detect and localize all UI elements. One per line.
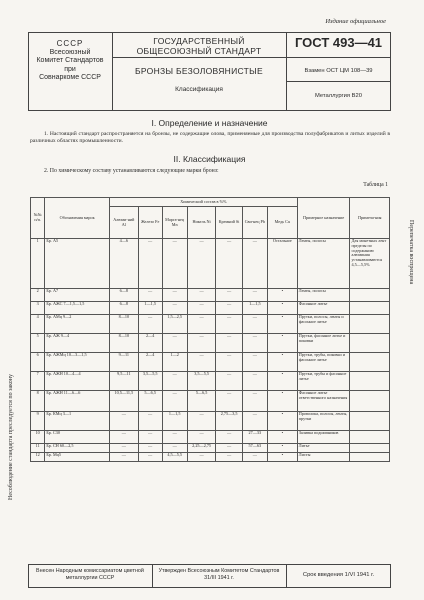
cell-pb: — [242,372,267,391]
table-row [31,372,390,391]
cell-fe: — [138,289,162,302]
cell-si: — [216,372,242,391]
cell-n: 4 [31,315,45,334]
footer-left: Внесен Народным комиссариатом цветной металлургии СССР [36,568,144,581]
cell-grade: Бр. АЖ 9—4 [45,334,110,353]
cell-n: 5 [31,334,45,353]
cell-pb: — [242,315,267,334]
table-row [31,239,390,289]
cell-pb: — [242,391,267,412]
cell-note [350,353,390,372]
table-row [31,412,390,431]
cell-ni: — [187,334,216,353]
cell-use: Прутки, полосы, ленты и фасонное литье [297,315,350,334]
cell-si: — [216,289,242,302]
cell-grade: Бр. СН 60—2,5 [45,444,110,453]
cell-pb: 27—33 [242,431,267,444]
cell-ni: — [187,431,216,444]
cell-n: 6 [31,353,45,372]
issuer-line: СССР [56,39,84,48]
cell-si: — [216,353,242,372]
section-1-heading: I. Определение и назначение [151,118,268,128]
cell-si: — [216,444,242,453]
cell-ni: — [187,353,216,372]
table-row [31,391,390,412]
table-row [31,444,390,453]
col-header-mn-label: Марга-нец Mn [165,216,185,227]
col-group-chem [109,198,297,207]
cell-al: 9,5—11 [109,372,138,391]
col-header-si-label: Кремний Si [218,219,240,225]
cell-fe: — [138,431,162,444]
footer-right: Срок введения 1/VI 1941 г. [302,572,375,578]
cell-pb: — [242,239,267,289]
cell-cu: • [267,444,297,453]
cell-ni: — [187,289,216,302]
cell-n: 7 [31,372,45,391]
cell-ni: — [187,412,216,431]
cell-grade: Бр. КМц 3—1 [45,412,110,431]
cell-al: — [109,444,138,453]
col-header-pb-label: Сви-нец Pb [244,219,265,225]
side-text-right: Перепечатка воспрещена [408,220,414,285]
cell-use: Прутки, фасонное литье и поковки [297,334,350,353]
cell-si: — [216,334,242,353]
table-row [31,431,390,444]
cell-n: 3 [31,302,45,315]
footer-middle: Утвержден Всесоюзным Комитетом Стандартов 31/III 1941 г. [158,568,280,581]
col-header-al-label: Алюми-ний Al [113,216,135,227]
cell-ni: — [187,302,216,315]
cell-grade: Бр. АЖМц 10—3—1,5 [45,353,110,372]
cell-n: 9 [31,412,45,431]
cell-note [350,372,390,391]
cell-use: Ленты, полосы [297,239,350,289]
cell-grade: Бр. АЖН 10—4—4 [45,372,110,391]
cell-use: Фасонное литье [297,302,350,315]
table-row [31,334,390,353]
footer-divider-2 [286,564,287,588]
cell-pb: — [242,353,267,372]
cell-si: — [216,431,242,444]
cell-use: Литье [297,444,350,453]
col-group-chem-label: Химический состав в %% [180,198,227,204]
table-row [31,315,390,334]
cell-n: 8 [31,391,45,412]
cell-n: 2 [31,289,45,302]
cell-al: 6—8 [109,289,138,302]
cell-mn: 4,5—5,5 [162,453,187,462]
table-row [31,353,390,372]
replaces-note: Взамен ОСТ ЦМ 108—39 [304,68,373,74]
cell-cu: • [267,453,297,462]
cell-note [350,289,390,302]
table-row [31,302,390,315]
composition-table [30,197,390,462]
header-divider-3 [112,57,391,58]
cell-n: 10 [31,431,45,444]
col-header-cu [267,207,297,239]
col-header-fe [138,207,162,239]
table-caption: Таблица 1 [363,182,388,188]
cell-mn: 1—2 [162,353,187,372]
section-2-text: 2. По химическому составу устанавливаются следующие марки бронз: [44,168,219,174]
cell-ni: 3,5—5,5 [187,372,216,391]
col-header-cu-label: Медь Cu [274,219,291,225]
cell-note [350,302,390,315]
cell-note [350,431,390,444]
cell-al: 6—8 [109,302,138,315]
cell-fe: — [138,239,162,289]
cell-pb: 1—1,5 [242,302,267,315]
cell-mn: — [162,289,187,302]
cell-fe: 2—4 [138,353,162,372]
col-header-al [109,207,138,239]
cell-ni: — [187,315,216,334]
col-header-grade-label: Обозначения марок [59,214,95,220]
col-header-ni [187,207,216,239]
cell-mn: — [162,444,187,453]
group-code: Металлургия В20 [315,93,362,99]
cell-ni: — [187,239,216,289]
cell-fe: — [138,453,162,462]
issuer [28,40,112,83]
cell-mn: 1—1,5 [162,412,187,431]
cell-cu: • [267,412,297,431]
cell-ni: 5—6,5 [187,391,216,412]
col-header-fe-label: Железо Fe [140,219,160,225]
cell-fe: 2—4 [138,334,162,353]
cell-mn: — [162,239,187,289]
gost-number: ГОСТ 493—41 [294,35,383,50]
cell-grade: Бр. АМц 9—2 [45,315,110,334]
issuer-line: Совнаркоме СССР [39,74,101,81]
cell-cu: • [267,289,297,302]
cell-pb: 57—63 [242,444,267,453]
edition-note: Издание официальное [325,18,386,25]
col-header-mn [162,207,187,239]
cell-note [350,412,390,431]
cell-fe: — [138,444,162,453]
cell-grade: Бр. С30 [45,431,110,444]
col-header-num-label: №№ п/п. [33,212,42,222]
cell-use: Листы [297,453,350,462]
cell-al: 8—10 [109,315,138,334]
col-header-si [216,207,242,239]
footer-divider-1 [152,564,153,588]
cell-note [350,334,390,353]
standard-type-line: ОБЩЕСОЮЗНЫЙ СТАНДАРТ [136,46,262,56]
cell-fe: — [138,315,162,334]
col-header-use [297,198,350,239]
col-header-note [350,198,390,239]
cell-grade: Бр. АЖН 11—6—6 [45,391,110,412]
cell-note [350,315,390,334]
cell-al: 4—6 [109,239,138,289]
cell-pb: — [242,289,267,302]
cell-cu: • [267,431,297,444]
cell-al: 9—11 [109,353,138,372]
cell-note [350,444,390,453]
cell-use: Фасонное литье ответственного назначения [297,391,350,412]
cell-mn: — [162,334,187,353]
cell-pb: — [242,453,267,462]
cell-mn: — [162,431,187,444]
cell-pb: — [242,334,267,353]
cell-fe: 3,5—5,5 [138,372,162,391]
cell-fe: 1—1,5 [138,302,162,315]
cell-ni: 2,25—2,75 [187,444,216,453]
cell-cu: • [267,372,297,391]
cell-cu: • [267,391,297,412]
cell-n: 11 [31,444,45,453]
col-header-pb [242,207,267,239]
cell-grade: Бр. АЖС 7—1,5—1,5 [45,302,110,315]
cell-al: — [109,431,138,444]
cell-al: 8—10 [109,334,138,353]
section-1-text: 1. Настоящий стандарт распространяется на бронзы, не содержащие олова, применяемые для производства полуфабрикатов и литых изделий в различных областях промышленности. [30,131,390,145]
cell-mn: — [162,372,187,391]
section-2-heading: II. Классификация [173,154,246,164]
cell-si: — [216,453,242,462]
col-header-note-label: Примеча-ния [357,214,382,220]
standard-type-line: ГОСУДАРСТВЕННЫЙ [153,36,245,46]
cell-si: — [216,315,242,334]
header-divider-4 [286,81,391,82]
cell-n: 12 [31,453,45,462]
cell-al: 10,5—11,5 [109,391,138,412]
cell-si: — [216,239,242,289]
table-row [31,453,390,462]
cell-ni: — [187,453,216,462]
cell-cu: • [267,334,297,353]
issuer-line: Всесоюзный [49,48,91,56]
cell-cu: • [267,315,297,334]
cell-mn: — [162,302,187,315]
cell-grade: Бр. А7 [45,289,110,302]
cell-cu: • [267,302,297,315]
cell-fe: 5—6,5 [138,391,162,412]
issuer-line: Комитет Стандартов [36,57,104,64]
issuer-line: при [64,65,76,73]
col-header-ni-label: Никель Ni [192,219,211,225]
cell-use: Проволока, полосы, ленты, прутки [297,412,350,431]
cell-use: Прутки, трубы, поковки и фасонное литье [297,353,350,372]
doc-title: БРОНЗЫ БЕЗОЛОВЯНИСТЫЕ [135,66,263,76]
cell-use: Прутки, трубы и фасонное литье [297,372,350,391]
cell-fe: — [138,412,162,431]
cell-cu: Остальное [267,239,297,289]
table-row [31,289,390,302]
cell-note: Для монетных лент пределы по содержанию алюминия устанавливаются 4,5—5,5% [350,239,390,289]
standard-type [112,36,286,56]
col-header-use-label: Примерное назначение [302,214,345,220]
cell-note [350,391,390,412]
cell-mn: 1,5—2,5 [162,315,187,334]
cell-grade: Бр. А5 [45,239,110,289]
cell-n: 1 [31,239,45,289]
cell-si: — [216,302,242,315]
doc-subtitle: Классификация [175,86,223,93]
cell-si: 2,75—3,5 [216,412,242,431]
cell-grade: Бр. Мц5 [45,453,110,462]
cell-note [350,453,390,462]
cell-si: — [216,391,242,412]
side-text-left: Несоблюдение стандарта преследуется по закону [8,374,14,500]
cell-mn: — [162,391,187,412]
col-header-grade [45,198,110,239]
cell-al: — [109,453,138,462]
col-header-num [31,198,45,239]
cell-use: Заливка подшипников [297,431,350,444]
cell-use: Ленты, полосы [297,289,350,302]
cell-pb: — [242,412,267,431]
cell-al: — [109,412,138,431]
cell-cu: • [267,353,297,372]
